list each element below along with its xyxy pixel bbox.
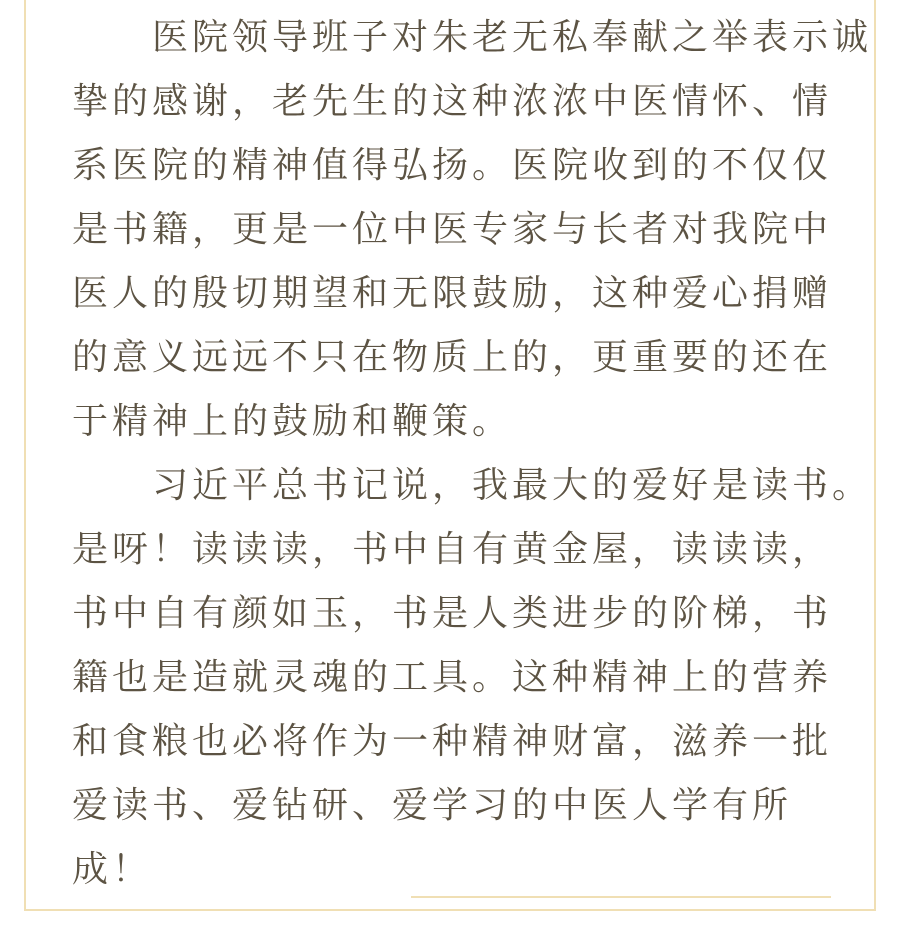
text-line: 籍也是造就灵魂的工具。这种精神上的营养 xyxy=(72,657,833,698)
paragraph xyxy=(72,454,873,902)
text-line: 书中自有颜如玉，书是人类进步的阶梯，书 xyxy=(72,593,833,634)
text-line: 爱读书、爱钻研、爱学习的中医人学有所 xyxy=(72,785,793,826)
text-line: 系医院的精神值得弘扬。医院收到的不仅仅 xyxy=(72,145,833,186)
text-line: 是书籍，更是一位中医专家与长者对我院中 xyxy=(72,209,833,250)
text-line: 医院领导班子对朱老无私奉献之举表示诚 xyxy=(72,17,873,58)
text-line: 的意义远远不只在物质上的，更重要的还在 xyxy=(72,337,833,378)
text-line: 是呀！读读读，书中自有黄金屋，读读读， xyxy=(72,529,833,570)
text-line: 于精神上的鼓励和鞭策。 xyxy=(72,401,513,442)
article-body xyxy=(72,6,873,902)
decorative-divider xyxy=(411,896,831,898)
paragraph xyxy=(72,6,873,454)
text-line: 和食粮也必将作为一种精神财富，滋养一批 xyxy=(72,721,833,762)
text-line: 习近平总书记说，我最大的爱好是读书。 xyxy=(72,465,873,506)
text-line: 医人的殷切期望和无限鼓励，这种爱心捐赠 xyxy=(72,273,833,314)
text-line: 挚的感谢，老先生的这种浓浓中医情怀、情 xyxy=(72,81,833,122)
text-line: 成！ xyxy=(72,849,153,890)
